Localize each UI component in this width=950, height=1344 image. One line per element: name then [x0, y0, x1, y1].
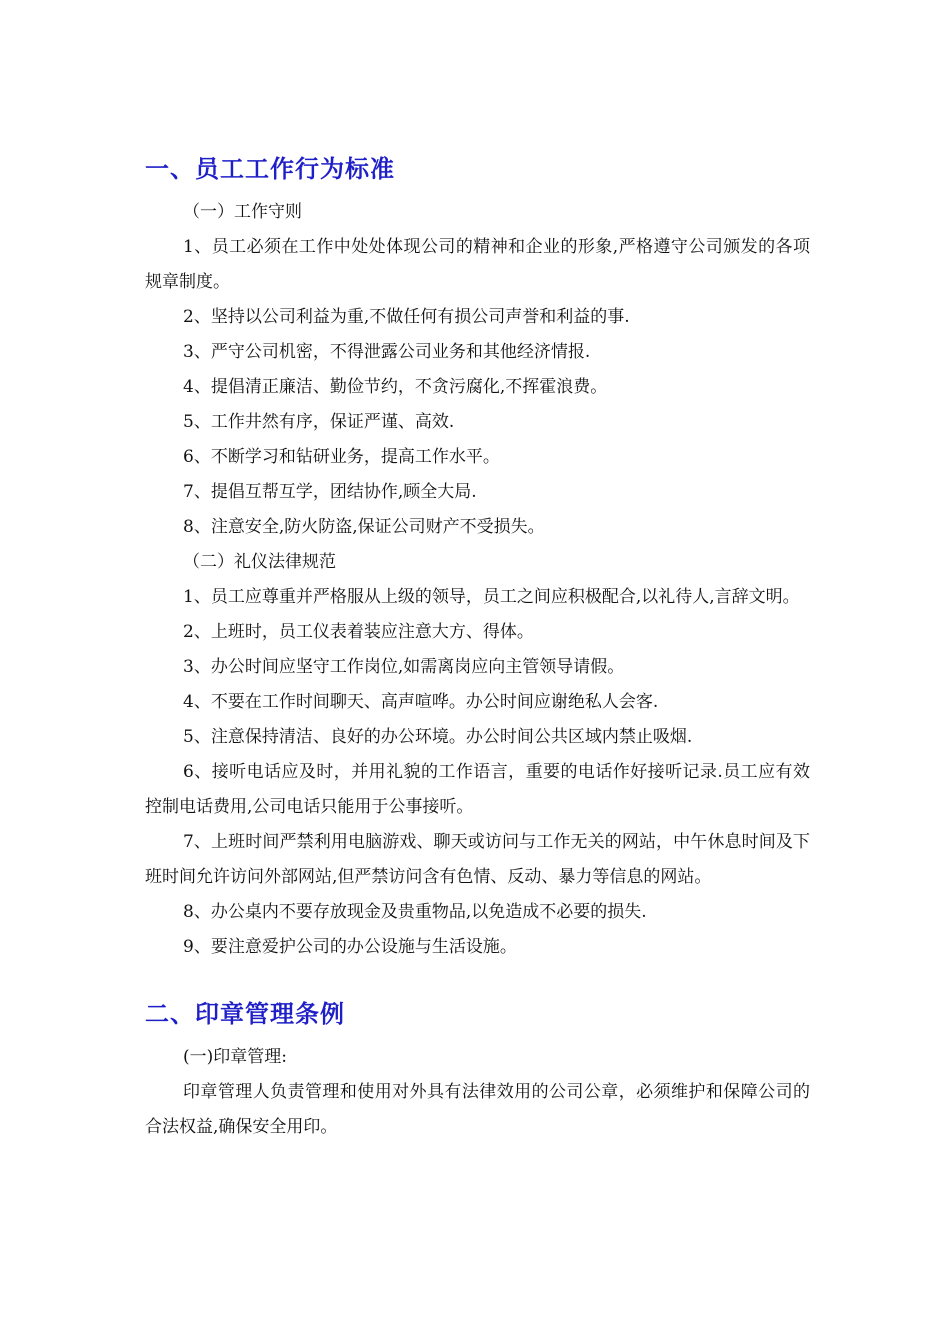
list-item: 1、员工必须在工作中处处体现公司的精神和企业的形象,严格遵守公司颁发的各项规章制度。 — [145, 237, 810, 292]
section-title: 一、员工工作行为标准 — [145, 155, 395, 183]
list-item: 4、提倡清正廉洁、勤俭节约，不贪污腐化,不挥霍浪费。 — [183, 377, 608, 397]
list-item: 5、工作井然有序，保证严谨、高效. — [183, 412, 455, 432]
section-seal-management — [145, 995, 810, 1145]
list-item: 6、不断学习和钻研业务，提高工作水平。 — [183, 447, 500, 467]
list-item: 2、上班时，员工仪表着装应注意大方、得体。 — [183, 622, 534, 642]
document-body — [145, 150, 810, 1145]
subsection-heading: （二）礼仪法律规范 — [183, 552, 336, 572]
list-item: 7、提倡互帮互学，团结协作,顾全大局. — [183, 482, 477, 502]
list-item: 8、办公桌内不要存放现金及贵重物品,以免造成不必要的损失. — [183, 902, 647, 922]
list-item: 8、注意安全,防火防盗,保证公司财产不受损失。 — [183, 517, 545, 537]
list-item: 9、要注意爱护公司的办公设施与生活设施。 — [183, 937, 517, 957]
list-item: 4、不要在工作时间聊天、高声喧哗。办公时间应谢绝私人会客. — [183, 692, 659, 712]
section-title: 二、印章管理条例 — [145, 1000, 345, 1028]
section-employee-conduct — [145, 150, 810, 965]
list-item: 2、坚持以公司利益为重,不做任何有损公司声誉和利益的事. — [183, 307, 630, 327]
subsection-heading: （一）工作守则 — [183, 202, 302, 222]
subsection-heading: (一)印章管理: — [183, 1047, 287, 1067]
list-item: 3、严守公司机密，不得泄露公司业务和其他经济情报. — [183, 342, 591, 362]
list-item: 1、员工应尊重并严格服从上级的领导，员工之间应积极配合,以礼待人,言辞文明。 — [183, 587, 800, 607]
paragraph: 印章管理人负责管理和使用对外具有法律效用的公司公章，必须维护和保障公司的合法权益,确保安全用印。 — [145, 1082, 810, 1137]
list-item: 6、接听电话应及时，并用礼貌的工作语言，重要的电话作好接听记录.员工应有效控制电话费用,公司电话只能用于公事接听。 — [145, 762, 810, 817]
list-item: 7、上班时间严禁利用电脑游戏、聊天或访问与工作无关的网站，中午休息时间及下班时间允许访问外部网站,但严禁访问含有色情、反动、暴力等信息的网站。 — [145, 832, 810, 887]
list-item: 5、注意保持清洁、良好的办公环境。办公时间公共区域内禁止吸烟. — [183, 727, 693, 747]
list-item: 3、办公时间应坚守工作岗位,如需离岗应向主管领导请假。 — [183, 657, 625, 677]
